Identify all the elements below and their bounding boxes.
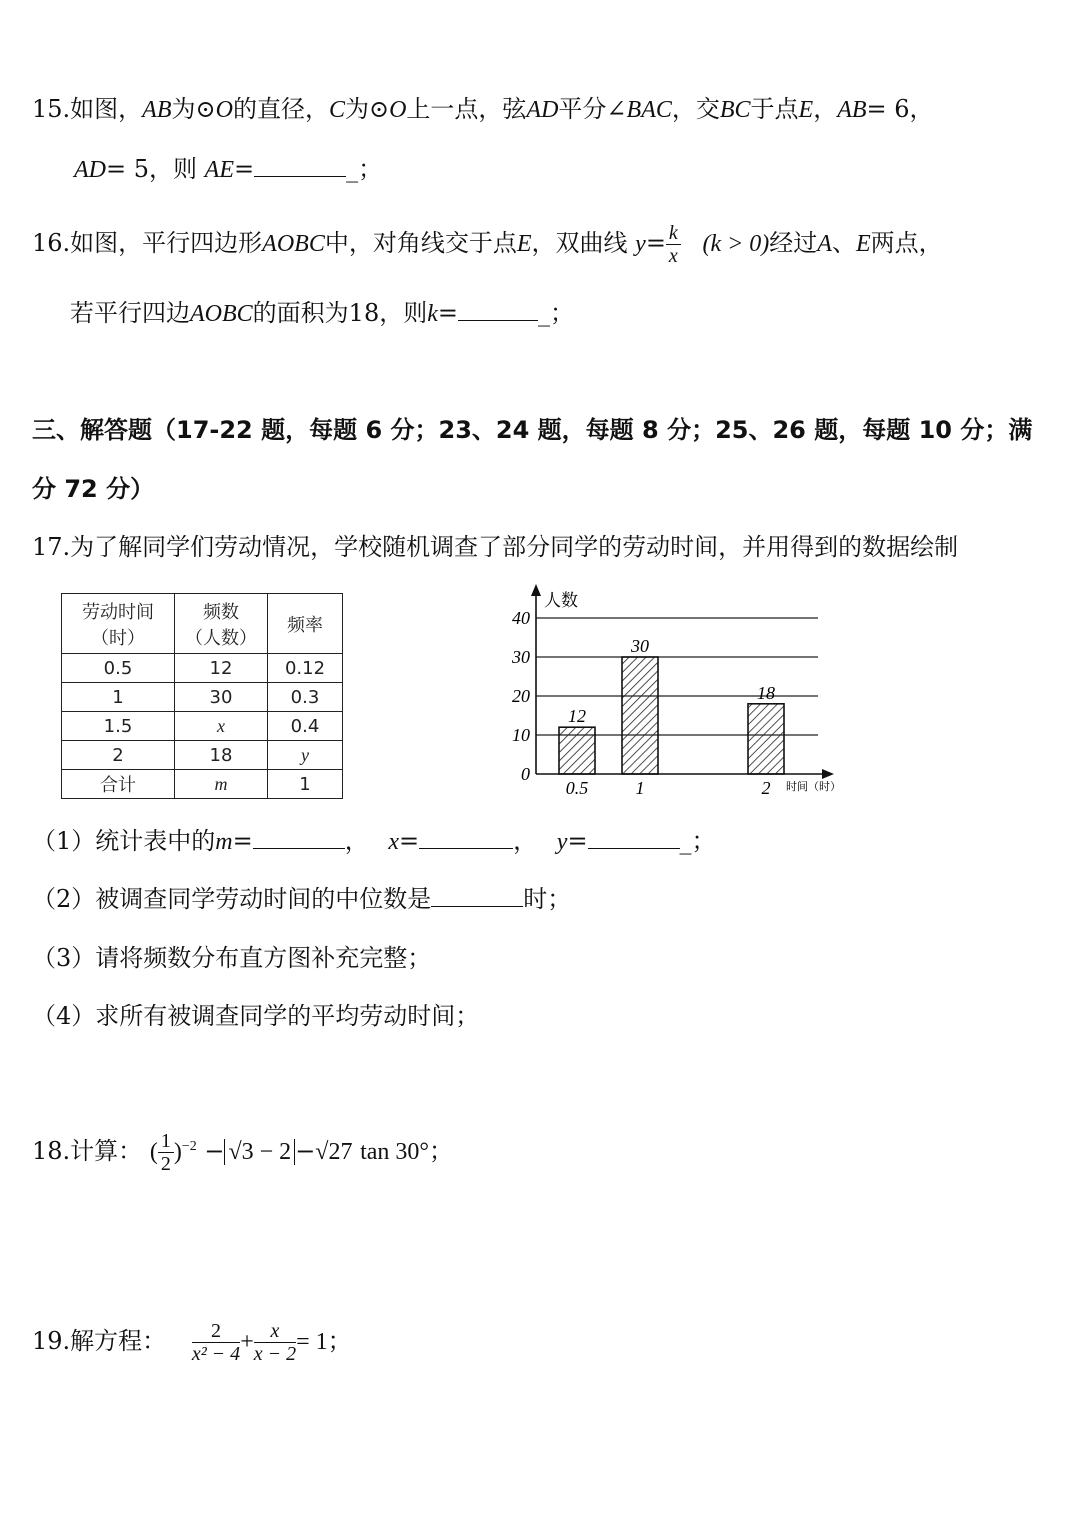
q16-text: 若平行四边: [70, 299, 190, 327]
y-tick-label: 40: [512, 608, 530, 628]
q16-line1: [32, 222, 943, 267]
table-row: [62, 712, 343, 741]
table-row: [62, 654, 343, 683]
q15-var: BAC: [626, 97, 672, 123]
q15-text: = 6，: [866, 95, 934, 123]
q17-intro: 17.为了解同学们劳动情况，学校随机调查了部分同学的劳动时间，并用得到的数据绘制: [32, 533, 959, 561]
q17-sub1: （1）统计表中的m= ， x= ， y= _；: [32, 827, 716, 855]
answer-blank-y[interactable]: [588, 826, 680, 849]
x-tick-label: 0.5: [565, 778, 589, 798]
fraction-2: $\frac{x}{x - 2}$: [253, 1320, 297, 1365]
table-row: [62, 770, 343, 799]
q15-var: E: [798, 97, 814, 123]
x-tick-label: 2: [761, 778, 771, 798]
section-heading-cont: 分 72 分）: [32, 475, 155, 503]
q16-text: 经过: [769, 229, 818, 257]
q16-text: =: [437, 299, 458, 327]
q18-line: 18.计算： ( $\frac{1}{2}$ )$^{-2}$ − √3 − 2 −√27 tan 30°；: [32, 1130, 454, 1175]
q16-text: 的面积为18，则: [252, 299, 428, 327]
table-header-cell: 频数 （人数）: [175, 594, 268, 654]
q16-text: 、: [831, 229, 856, 257]
y-tick-label: 10: [512, 725, 530, 745]
q15-var: AB: [837, 97, 867, 123]
y-axis-arrow: [531, 584, 541, 596]
q17-sub2: （2）被调查同学劳动时间的中位数是 时；: [32, 885, 572, 913]
fraction-denominator: x: [668, 245, 678, 267]
answer-blank[interactable]: [458, 298, 538, 321]
q15-text: 平分∠: [558, 95, 627, 123]
table-cell: 1.5: [62, 712, 175, 741]
sqrt-27: √27: [315, 1139, 353, 1165]
q16-var: E: [855, 231, 871, 257]
table-cell: 18: [175, 741, 268, 770]
q15-text: 于点: [750, 95, 799, 123]
table-cell: 0.12: [268, 654, 343, 683]
q15-text: _；: [346, 155, 383, 183]
q16-condition: (k > 0): [702, 231, 770, 257]
x-axis-arrow: [822, 769, 834, 779]
table-cell: 0.4: [268, 712, 343, 741]
q16-text: 中，对角线交于点: [324, 229, 517, 257]
q19-line: 19.解方程： $\frac{2}{\text{x² − 4}}$ + $\frac{x}{x - 2}$ = 1；: [32, 1320, 352, 1365]
q15-text: 上一点，弦: [406, 95, 527, 123]
q16-var: E: [516, 231, 532, 257]
q15-var: C: [328, 97, 345, 123]
q15-line2: [74, 154, 382, 185]
q15-var: BC: [719, 97, 751, 123]
fraction-1: $\frac{2}{\text{x² − 4}}$: [191, 1320, 241, 1365]
table-cell: 0.5: [62, 654, 175, 683]
frequency-table: [61, 593, 343, 799]
q15-var: O: [389, 97, 407, 123]
table-cell: 合计: [62, 770, 175, 799]
table-row: [62, 741, 343, 770]
q15-text: ，: [813, 95, 838, 123]
table-cell: 2: [62, 741, 175, 770]
q16-text: 16.如图，平行四边形: [32, 229, 263, 257]
bar-data-label: 18: [757, 682, 775, 703]
q19-label: 19.解方程：: [32, 1327, 167, 1355]
histogram-bar: [622, 657, 658, 774]
table-cell: x: [175, 712, 268, 741]
q15-text: 为⊙: [344, 95, 390, 123]
q16-var: k: [427, 301, 438, 327]
table-cell: m: [175, 770, 268, 799]
table-cell: 1: [62, 683, 175, 712]
q16-text: =: [645, 229, 666, 257]
bar-data-label: 30: [631, 636, 649, 656]
answer-blank-x[interactable]: [419, 826, 513, 849]
answer-blank[interactable]: [254, 154, 346, 177]
q16-var: AOBC: [262, 231, 325, 257]
histogram-bar: [559, 727, 595, 774]
q15-var: AD: [74, 157, 106, 183]
table-cell: y: [268, 741, 343, 770]
q15-var: AE: [204, 157, 234, 183]
y-axis-label: 人数: [544, 591, 578, 611]
q15-text: 的直径，: [232, 95, 329, 123]
table-header-cell: 频率: [268, 594, 343, 654]
q15-var: AB: [142, 97, 172, 123]
table-header-row: [62, 594, 343, 654]
q17-sub3: （3）请将频数分布直方图补充完整；: [32, 944, 432, 972]
q15-text: ，交: [671, 95, 720, 123]
q16-var: A: [817, 231, 832, 257]
q16-text: 两点，: [870, 229, 943, 257]
absolute-value: √3 − 2: [224, 1139, 295, 1165]
table-row: [62, 683, 343, 712]
fraction-numerator: k: [666, 222, 681, 245]
x-tick-label: 1: [635, 778, 645, 798]
q15-var: O: [215, 97, 233, 123]
q16-var: y: [635, 231, 646, 257]
q15-var: AD: [526, 97, 559, 123]
fraction: [666, 222, 681, 267]
q15-text: 15.如图，: [32, 95, 143, 123]
q18-label: 18.计算：: [32, 1137, 143, 1165]
bar-data-label: 12: [568, 706, 586, 727]
q15-text: =: [233, 155, 255, 183]
y-tick-label: 30: [512, 647, 530, 667]
table-header-cell: 劳动时间 （时）: [62, 594, 175, 654]
histogram-bar: [748, 704, 784, 774]
q16-var: AOBC: [190, 301, 253, 327]
x-axis-label: 时间（时）: [786, 780, 841, 793]
y-tick-label: 20: [512, 686, 530, 706]
histogram-chart: [500, 582, 860, 807]
q16-line2: [70, 298, 574, 329]
section-heading: 三、解答题（17-22 题，每题 6 分；23、24 题，每题 8 分；25、26 题，每题 10 分；满: [32, 416, 1033, 444]
table-cell: 12: [175, 654, 268, 683]
answer-blank-median[interactable]: [431, 884, 523, 907]
q15-text: 为⊙: [171, 95, 216, 123]
fraction-half: $\frac{1}{2}$: [158, 1130, 174, 1175]
table-cell: 0.3: [268, 683, 343, 712]
q15-text: = 5，则: [106, 155, 198, 183]
table-cell: 30: [175, 683, 268, 712]
y-tick-label: 0: [521, 764, 530, 784]
q16-text: _；: [537, 299, 574, 327]
exponent: −2: [181, 1139, 197, 1154]
table-cell: 1: [268, 770, 343, 799]
q15-line1: [32, 94, 934, 125]
q17-sub4: （4）求所有被调查同学的平均劳动时间；: [32, 1002, 480, 1030]
answer-blank-m[interactable]: [253, 826, 345, 849]
q16-text: ，双曲线: [531, 229, 628, 257]
